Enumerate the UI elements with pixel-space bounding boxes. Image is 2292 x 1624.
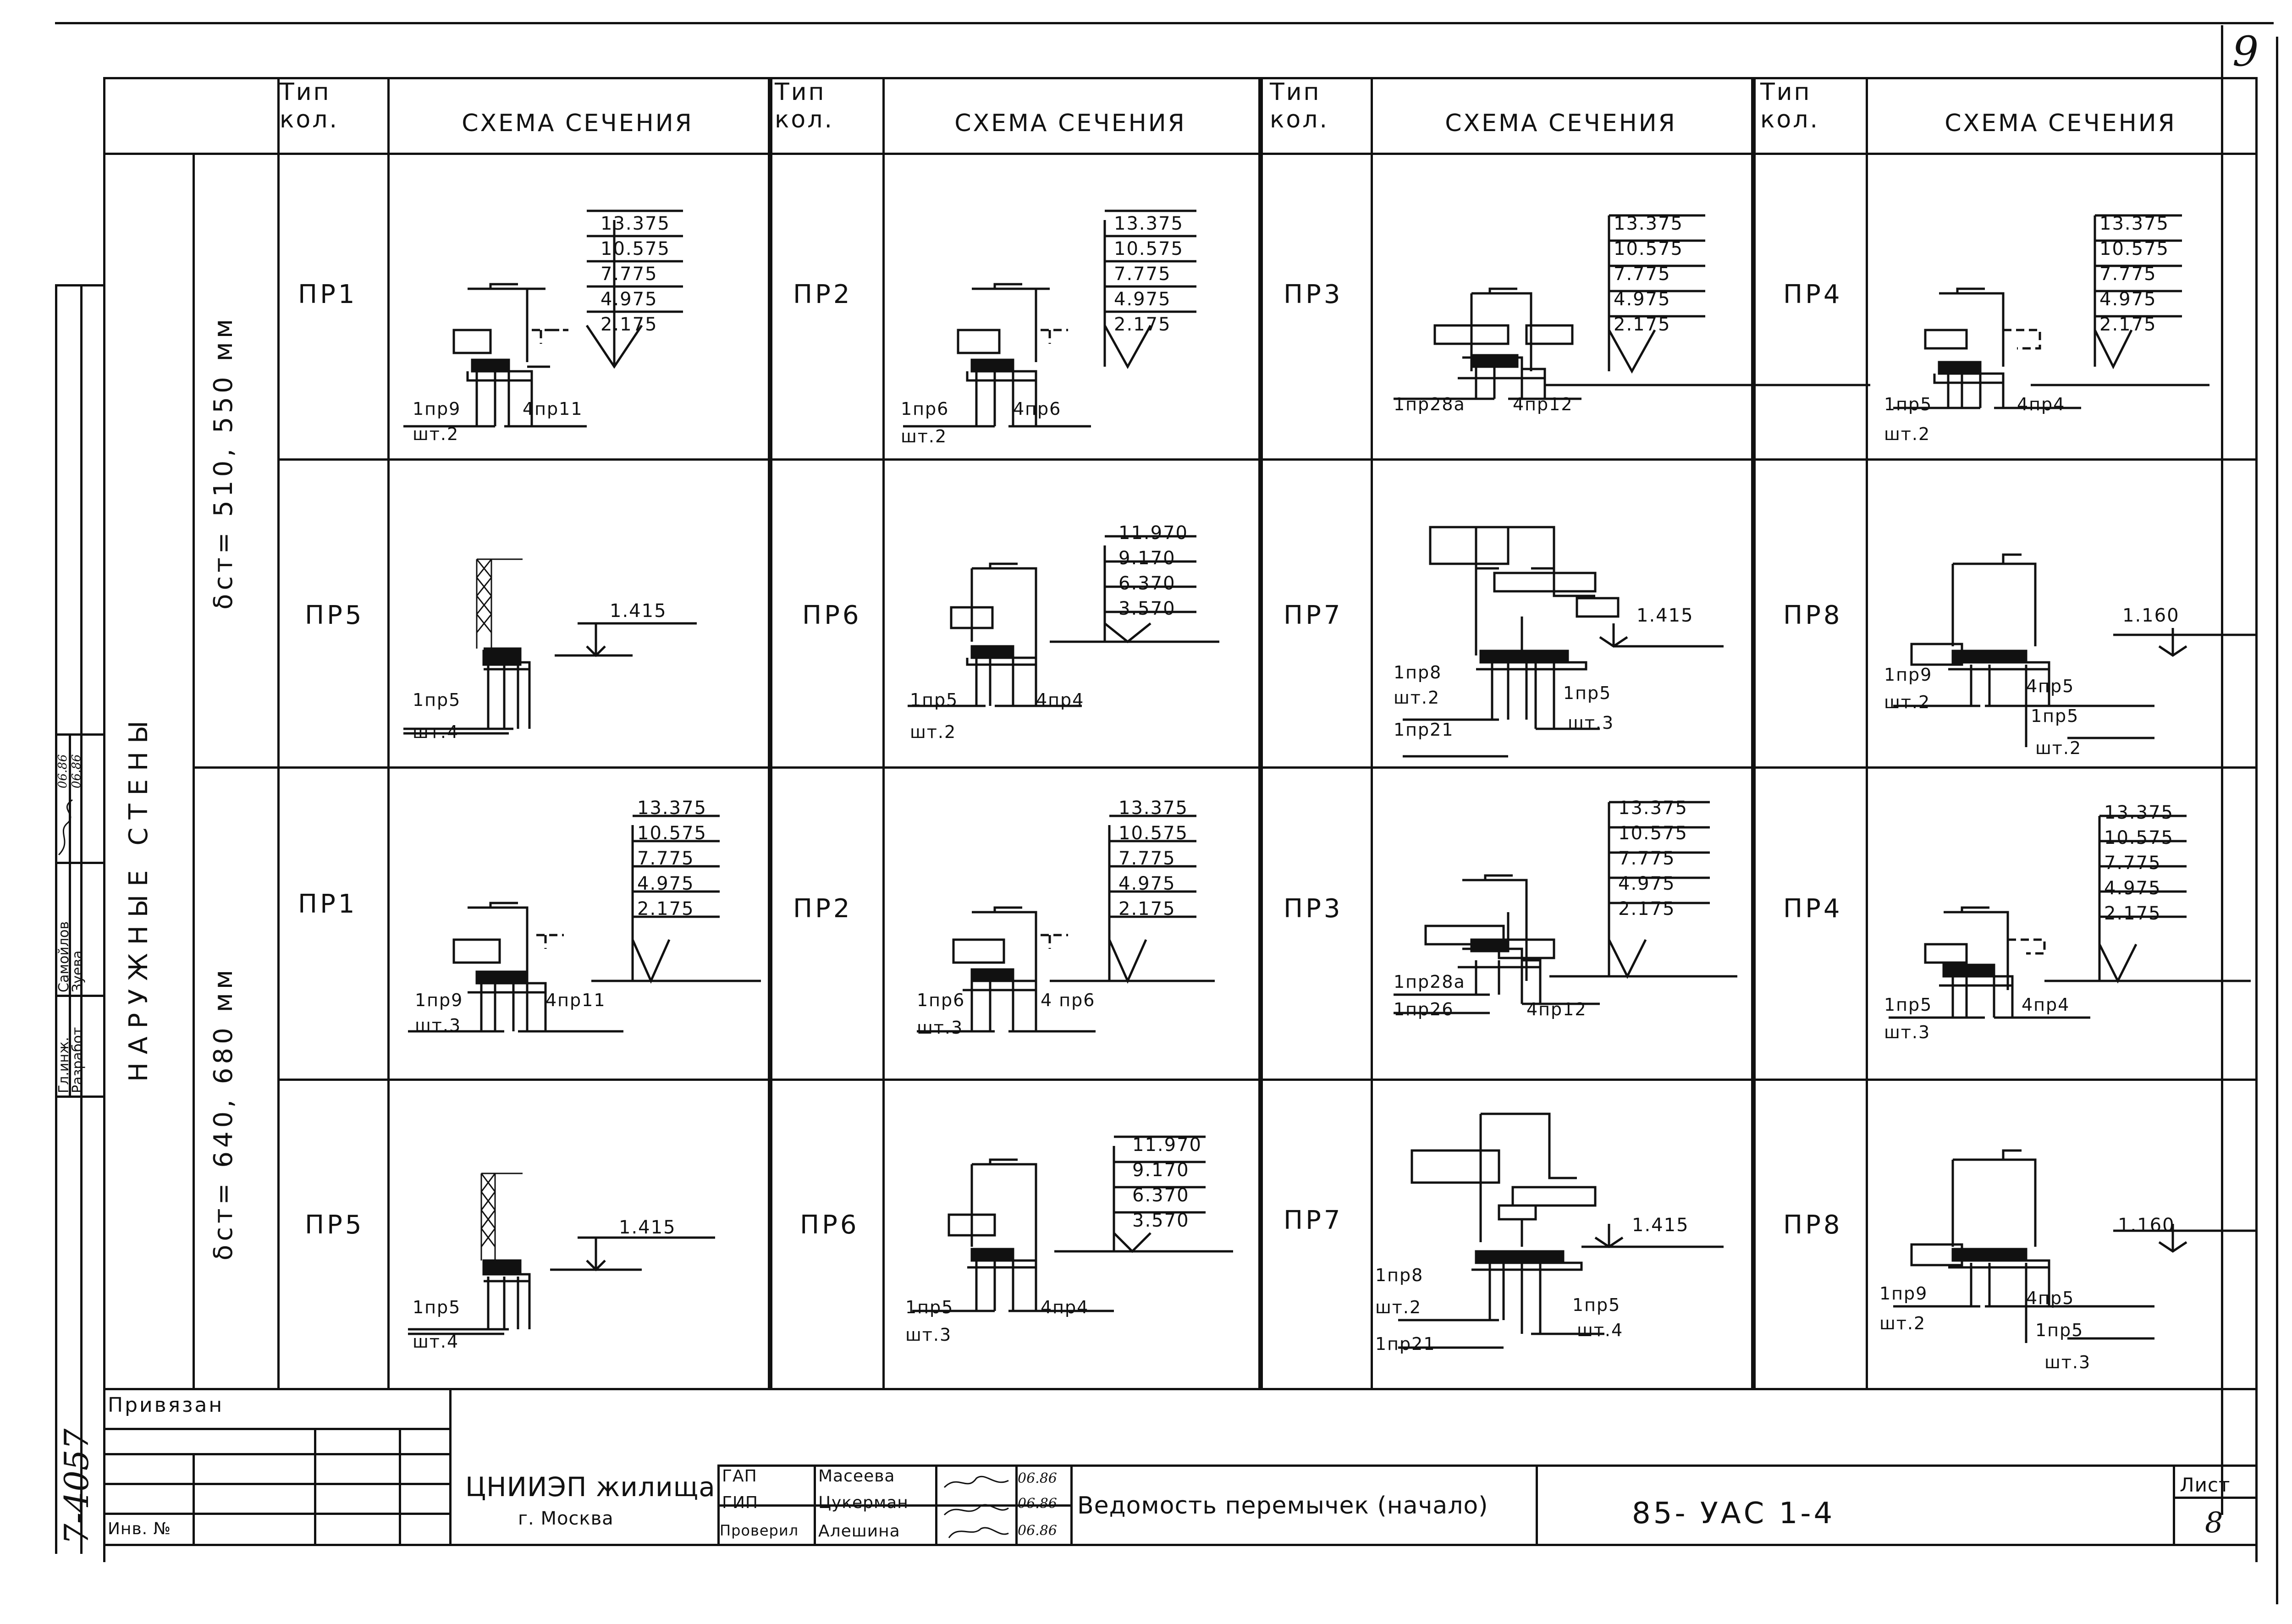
element-label: 1пр5: [2031, 706, 2079, 726]
city: г. Москва: [518, 1508, 614, 1529]
element-label: 1пр21: [1375, 1334, 1436, 1354]
tb-name: Масеева: [818, 1467, 895, 1486]
level-mark: 13.375: [601, 213, 670, 234]
level-mark: 10.575: [1118, 823, 1188, 844]
tb-name: Алешина: [818, 1522, 900, 1541]
document-title: Ведомость перемычек (начало): [1077, 1492, 1488, 1519]
element-label: шт.3: [905, 1325, 952, 1345]
element-label: шт.2: [1394, 688, 1440, 708]
level-mark: 7.775: [2099, 264, 2157, 285]
element-label: 1пр5: [1563, 683, 1612, 703]
level-mark: 6.370: [1118, 573, 1176, 594]
privyazan-label: Привязан: [108, 1393, 224, 1417]
element-label: шт.4: [413, 1332, 459, 1352]
element-label: 4пр11: [545, 990, 606, 1010]
element-label: 4пр11: [523, 399, 583, 419]
level-mark: 4.975: [1614, 289, 1671, 310]
type-label: ПР6: [800, 1210, 860, 1240]
element-label: 1пр8: [1375, 1265, 1424, 1285]
type-label: ПР8: [1783, 600, 1843, 630]
type-label: ПР2: [793, 894, 853, 924]
level-mark: 10.575: [601, 238, 670, 259]
type-label: ПР5: [305, 1210, 364, 1240]
element-label: 1пр9: [1879, 1283, 1928, 1304]
section-sketch: [440, 550, 752, 743]
level-mark: 4.975: [2099, 289, 2157, 310]
element-label: 1пр6: [917, 990, 965, 1010]
element-label: 1пр21: [1394, 720, 1454, 740]
level-mark: 10.575: [2099, 238, 2169, 259]
element-label: 4пр4: [2022, 995, 2070, 1015]
level-mark: 2.175: [601, 314, 658, 335]
header-scheme-col: СХЕМА СЕЧЕНИЯ: [462, 110, 694, 137]
sheet-number: 9: [2232, 28, 2259, 76]
element-label: шт.3: [1884, 1022, 1931, 1042]
inventory-number: 7-4057: [57, 1428, 96, 1545]
level-mark: 2.175: [2104, 903, 2161, 924]
type-label: ПР1: [298, 889, 358, 919]
tb-name: Цукерман: [818, 1493, 909, 1512]
header-type-col: Тип кол.: [1760, 78, 1819, 133]
element-label: 1пр9: [1884, 665, 1933, 685]
element-label: шт.2: [1884, 692, 1931, 712]
level-mark: 10.575: [1618, 823, 1688, 844]
element-label: 4пр12: [1526, 999, 1587, 1019]
element-label: шт.3: [917, 1018, 964, 1038]
thickness-label-1: δст= 510, 550 мм: [209, 315, 238, 610]
element-label: 4пр6: [1013, 399, 1062, 419]
level-mark: 7.775: [637, 848, 694, 869]
type-label: ПР3: [1284, 280, 1343, 309]
stamp-name: Самойлов: [56, 921, 72, 992]
level-mark: 3.570: [1132, 1210, 1190, 1231]
level-mark: 7.775: [1114, 264, 1171, 285]
level-mark: 10.575: [637, 823, 707, 844]
element-label: шт.2: [2035, 738, 2082, 758]
element-label: 1пр5: [1884, 394, 1933, 414]
level-mark: 2.175: [1618, 898, 1675, 919]
element-label: 1пр5: [905, 1297, 954, 1317]
level-mark: 2.175: [2099, 314, 2157, 335]
element-label: 1пр5: [1572, 1295, 1621, 1315]
level-mark: 7.775: [601, 264, 658, 285]
level-mark: 9.170: [1132, 1160, 1190, 1181]
level-mark: 13.375: [2104, 802, 2174, 823]
level-mark: 9.170: [1118, 548, 1176, 569]
level-mark: 6.370: [1132, 1185, 1190, 1206]
type-label: ПР4: [1783, 280, 1843, 309]
level-mark: 7.775: [1614, 264, 1671, 285]
element-label: шт.2: [1879, 1313, 1926, 1333]
element-label: 1пр6: [901, 399, 949, 419]
header-scheme-col: СХЕМА СЕЧЕНИЯ: [954, 110, 1186, 137]
element-label: 4пр5: [2026, 676, 2075, 696]
element-label: шт.3: [1568, 713, 1614, 733]
element-label: 4пр4: [1036, 690, 1085, 710]
type-label: ПР6: [802, 600, 862, 630]
type-label: ПР5: [305, 600, 364, 630]
level-mark: 1.160: [2118, 1215, 2175, 1236]
element-label: шт.2: [910, 722, 957, 742]
element-label: 1пр28а: [1394, 394, 1466, 414]
element-label: шт.3: [415, 1015, 462, 1035]
stamp-role: Гл.инж.: [56, 1037, 72, 1093]
inv-no-label: Инв. №: [108, 1519, 171, 1538]
element-label: 1пр5: [910, 690, 959, 710]
element-label: 1пр5: [413, 1297, 461, 1317]
stamp-name: Зуева: [70, 950, 86, 992]
stamp-date: 06.86: [70, 754, 83, 788]
element-label: 1пр5: [1884, 995, 1933, 1015]
level-mark: 3.570: [1118, 598, 1176, 619]
section-sketch: [440, 211, 752, 431]
element-label: 1пр9: [415, 990, 463, 1010]
level-mark: 4.975: [1118, 873, 1176, 894]
type-label: ПР4: [1783, 894, 1843, 924]
level-mark: 13.375: [1618, 798, 1688, 819]
element-label: 4 пр6: [1041, 990, 1096, 1010]
level-mark: 2.175: [1614, 314, 1671, 335]
tb-role: Проверил: [720, 1522, 799, 1539]
level-mark: 1.415: [1636, 605, 1694, 626]
stamp-date: 06.86: [56, 754, 70, 788]
level-mark: 10.575: [1114, 238, 1184, 259]
type-label: ПР8: [1783, 1210, 1843, 1240]
level-mark: 1.160: [2122, 605, 2180, 626]
level-mark: 13.375: [2099, 213, 2169, 234]
header-type-col: Тип кол.: [1270, 78, 1329, 133]
level-mark: 7.775: [2104, 853, 2161, 874]
type-label: ПР2: [793, 280, 853, 309]
sheet-label: Лист: [2180, 1474, 2231, 1496]
element-label: 4пр4: [2017, 394, 2066, 414]
type-label: ПР7: [1284, 600, 1343, 630]
section-sketch: [921, 211, 1233, 431]
type-label: ПР3: [1284, 894, 1343, 924]
element-label: 1пр5: [2035, 1320, 2084, 1340]
level-mark: 11.970: [1132, 1134, 1202, 1156]
document-code: 85- УАС 1-4: [1632, 1497, 1835, 1530]
signature-mark: [940, 1469, 1013, 1542]
tb-date: 06.86: [1018, 1523, 1057, 1539]
element-label: 1пр9: [413, 399, 461, 419]
element-label: шт.2: [1884, 424, 1931, 444]
element-label: 1пр28а: [1394, 972, 1466, 992]
header-scheme-col: СХЕМА СЕЧЕНИЯ: [1445, 110, 1677, 137]
level-mark: 10.575: [2104, 827, 2174, 848]
tb-role: ГАП: [722, 1467, 757, 1486]
header-scheme-col: СХЕМА СЕЧЕНИЯ: [1945, 110, 2176, 137]
header-type-col: Тип кол.: [775, 78, 834, 133]
section-sketch: [440, 1173, 752, 1357]
element-label: шт.2: [901, 426, 948, 446]
level-mark: 2.175: [637, 898, 694, 919]
element-label: 1пр5: [413, 690, 461, 710]
level-mark: 1.415: [619, 1217, 676, 1238]
element-label: шт.4: [1577, 1320, 1624, 1340]
sheet-value: 8: [2205, 1506, 2224, 1539]
level-mark: 1.415: [1632, 1215, 1689, 1236]
element-label: 4пр5: [2026, 1288, 2075, 1308]
element-label: шт.4: [413, 722, 459, 742]
element-label: 1пр8: [1394, 662, 1442, 683]
level-mark: 1.415: [610, 600, 667, 622]
signature-mark: [54, 795, 82, 859]
level-mark: 13.375: [637, 798, 707, 819]
type-label: ПР1: [298, 280, 358, 309]
stamp-role: Разработ.: [70, 1023, 86, 1093]
level-mark: 4.975: [1618, 873, 1675, 894]
level-mark: 13.375: [1614, 213, 1683, 234]
element-label: 4пр4: [1041, 1297, 1089, 1317]
level-mark: 4.975: [601, 289, 658, 310]
level-mark: 13.375: [1114, 213, 1184, 234]
element-label: 1пр26: [1394, 999, 1454, 1019]
level-mark: 11.970: [1118, 523, 1188, 544]
level-mark: 2.175: [1118, 898, 1176, 919]
tb-role: ГИП: [722, 1493, 758, 1512]
header-type-col: Тип кол.: [280, 78, 339, 133]
level-mark: 4.975: [1114, 289, 1171, 310]
tb-date: 06.86: [1018, 1470, 1057, 1486]
tb-date: 06.86: [1018, 1496, 1057, 1512]
level-mark: 7.775: [1118, 848, 1176, 869]
element-label: 4пр12: [1513, 394, 1573, 414]
element-label: шт.2: [1375, 1297, 1422, 1317]
element-label: шт.2: [413, 424, 459, 444]
level-mark: 4.975: [637, 873, 694, 894]
level-mark: 7.775: [1618, 848, 1675, 869]
group-label: НАРУЖНЫЕ СТЕНЫ: [124, 712, 154, 1082]
type-label: ПР7: [1284, 1206, 1343, 1235]
level-mark: 2.175: [1114, 314, 1171, 335]
level-mark: 4.975: [2104, 878, 2161, 899]
level-mark: 10.575: [1614, 238, 1683, 259]
element-label: шт.3: [2044, 1352, 2091, 1372]
level-mark: 13.375: [1118, 798, 1188, 819]
organization: ЦНИИЭП жилища: [465, 1471, 716, 1503]
thickness-label-2: δст= 640, 680 мм: [209, 966, 238, 1261]
